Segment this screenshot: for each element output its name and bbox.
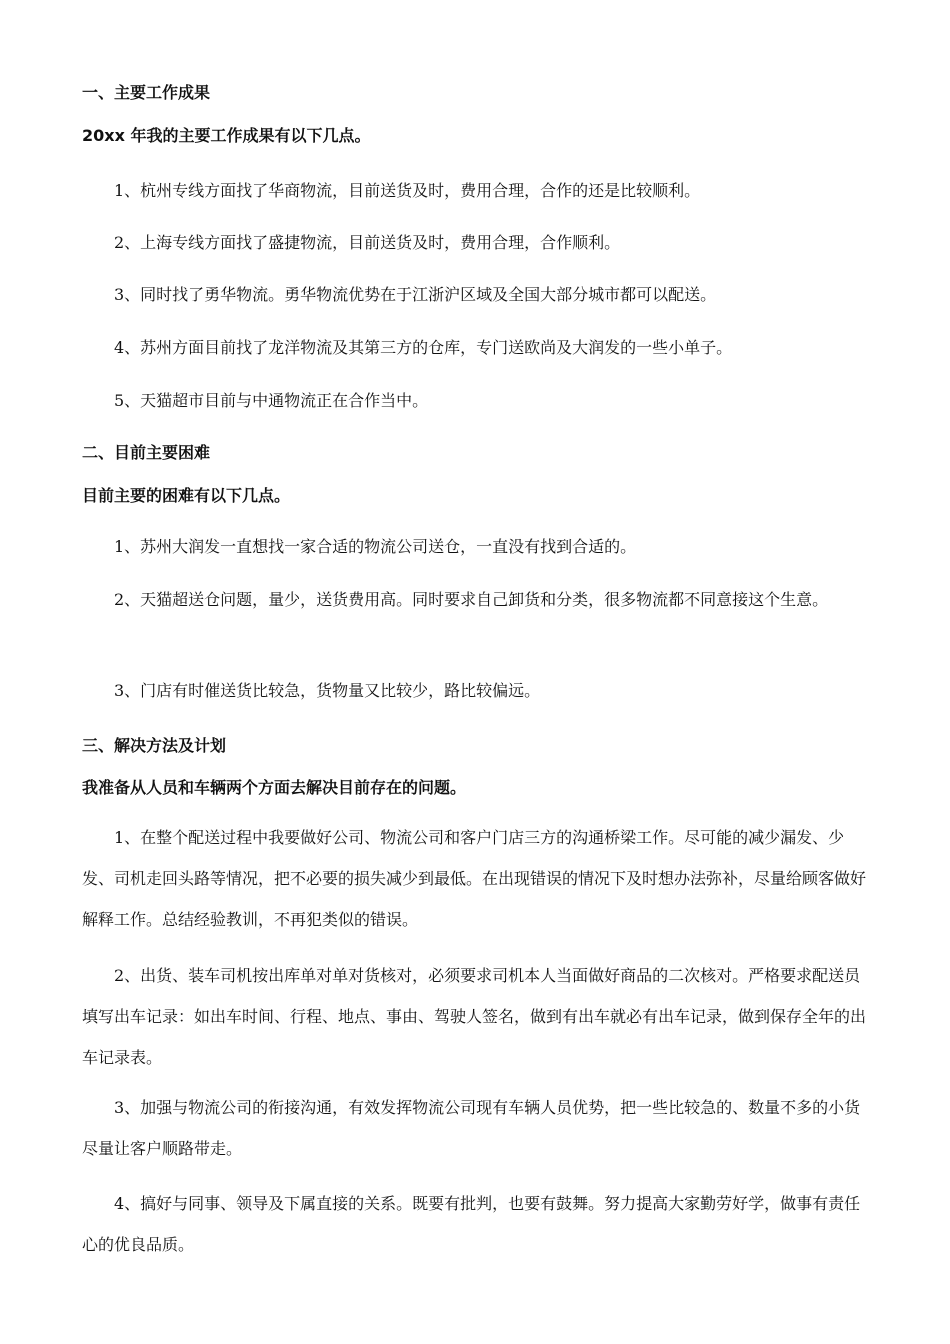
list-item: 2、天猫超送仓问题，量少，送货费用高。同时要求自己卸货和分类，很多物流都不同意接这个生意。 — [114, 590, 829, 609]
list-item: 3、同时找了勇华物流。勇华物流优势在于江浙沪区域及全国大部分城市都可以配送。 — [114, 285, 717, 304]
list-item: 4、搞好与同事、领导及下属直接的关系。既要有批判，也要有鼓舞。努力提高大家勤劳好学，做事有责任心的优良品质。 — [82, 1194, 861, 1254]
list-item: 4、苏州方面目前找了龙洋物流及其第三方的仓库，专门送欧尚及大润发的一些小单子。 — [114, 338, 733, 357]
list-item: 1、杭州专线方面找了华商物流，目前送货及时，费用合理，合作的还是比较顺利。 — [114, 181, 701, 200]
section-intro-3: 我准备从人员和车辆两个方面去解决目前存在的问题。 — [82, 778, 467, 797]
section-intro-1: 20xx 年我的主要工作成果有以下几点。 — [82, 126, 371, 145]
list-item: 1、在整个配送过程中我要做好公司、物流公司和客户门店三方的沟通桥梁工作。尽可能的减少漏发、少发、司机走回头路等情况，把不必要的损失减少到最低。在出现错误的情况下及时想办法弥补，尽量给顾客做好解释工作。总结经验教训，不再犯类似的错误。 — [82, 828, 867, 929]
list-item: 3、加强与物流公司的衔接沟通，有效发挥物流公司现有车辆人员优势，把一些比较急的、数量不多的小货尽量让客户顺路带走。 — [82, 1098, 861, 1158]
list-item: 2、上海专线方面找了盛捷物流，目前送货及时，费用合理，合作顺利。 — [114, 233, 621, 252]
list-item: 1、苏州大润发一直想找一家合适的物流公司送仓，一直没有找到合适的。 — [114, 537, 637, 556]
list-item: 2、出货、装车司机按出库单对单对货核对，必须要求司机本人当面做好商品的二次核对。严格要求配送员填写出车记录：如出车时间、行程、地点、事由、驾驶人签名，做到有出车就必有出车记录，做到保存全年的出车记录表。 — [82, 966, 867, 1067]
section-intro-2: 目前主要的困难有以下几点。 — [82, 486, 291, 505]
list-item: 3、门店有时催送货比较急，货物量又比较少，路比较偏远。 — [114, 681, 541, 700]
section-heading-3: 三、解决方法及计划 — [82, 736, 227, 755]
section-heading-2: 二、目前主要困难 — [82, 443, 211, 462]
section-heading-1: 一、主要工作成果 — [82, 83, 211, 102]
list-item: 5、天猫超市目前与中通物流正在合作当中。 — [114, 391, 429, 410]
